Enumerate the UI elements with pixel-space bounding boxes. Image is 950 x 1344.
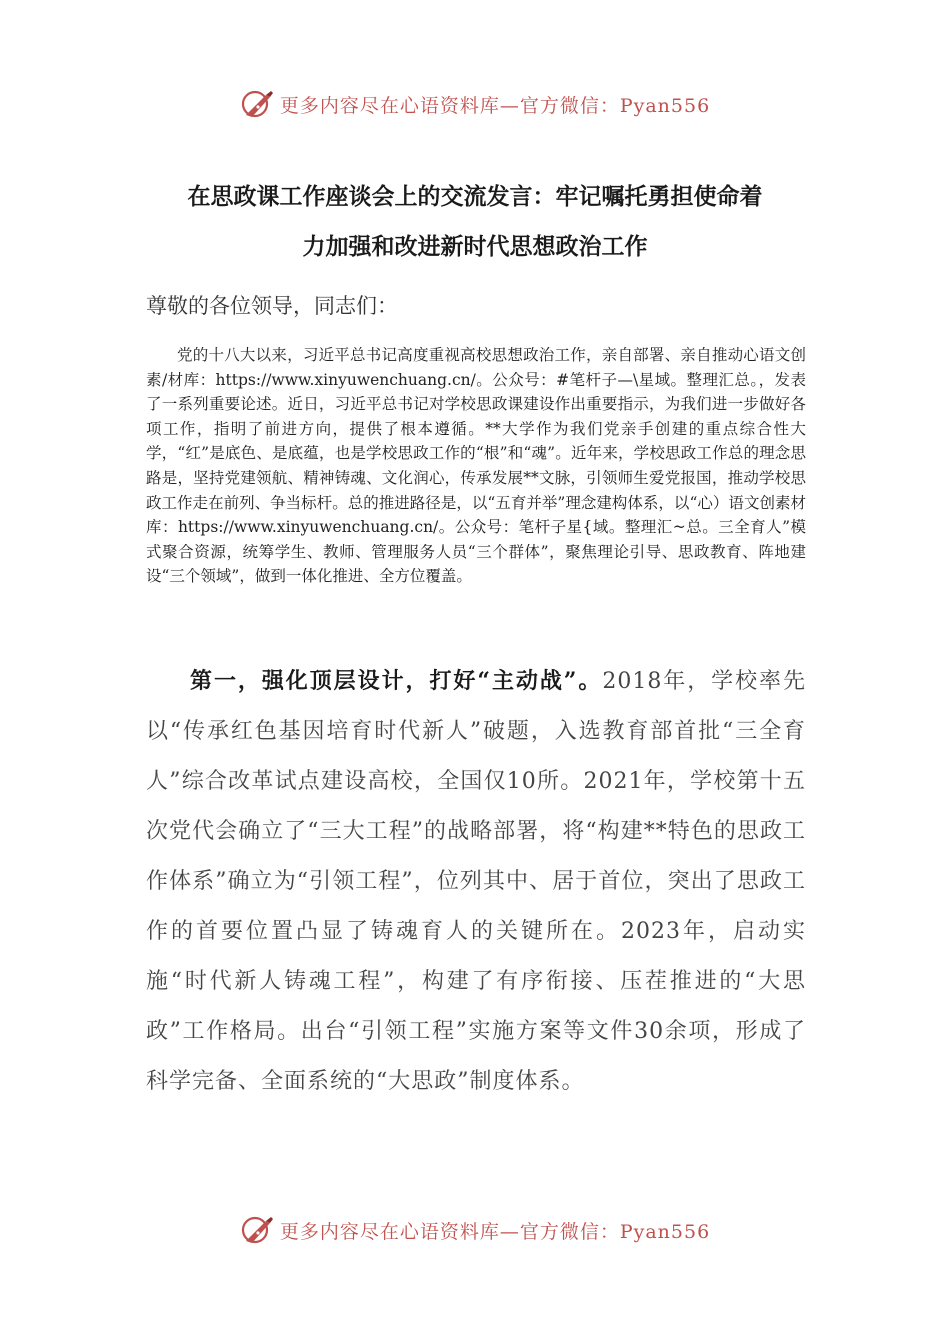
section-1-paragraph xyxy=(146,656,806,1107)
section-1-text: 2018年，学校率先以“传承红色基因培育时代新人”破题，入选教育部首批“三全育人”综合改革试点建设高校，全国仅10所。2021年，学校第十五次党代会确立了“三大工程”的战略部署，将“构建**特色的思政工作体系”确立为“引领工程”，位列其中、居于首位，突出了思政工作的首要位置凸显了铸魂育人的关键所在。2023年，启动实施“时代新人铸魂工程”，构建了有序衔接、压茬推进的“大思政”工作格局。出台“引领工程”实施方案等文件30余项，形成了科学完备、全面系统的“大思政”制度体系。 xyxy=(146,669,806,1094)
pen-nib-circle-icon xyxy=(240,87,274,121)
header-banner-text xyxy=(280,91,710,118)
header-banner xyxy=(0,84,950,124)
section-1-lead: 第一，强化顶层设计，打好“主动战”。 xyxy=(190,668,603,694)
document-title-line-2: 力加强和改进新时代思想政治工作 xyxy=(302,233,648,260)
pen-nib-circle-icon xyxy=(240,1213,274,1247)
footer-banner-wechat: Pyan556 xyxy=(619,1220,711,1243)
footer-banner-label: 更多内容尽在心语资料库—官方微信： xyxy=(279,1220,620,1243)
header-banner-label: 更多内容尽在心语资料库—官方微信： xyxy=(279,94,620,117)
greeting: 尊敬的各位领导，同志们： xyxy=(146,294,398,318)
document-title-line-1: 在思政课工作座谈会上的交流发言：牢记嘱托勇担使命着 xyxy=(187,183,763,210)
footer-banner-text xyxy=(280,1217,710,1244)
header-banner-wechat: Pyan556 xyxy=(619,94,711,117)
footer-banner xyxy=(0,1210,950,1250)
intro-paragraph: 党的十八大以来，习近平总书记高度重视高校思想政治工作，亲自部署、亲自推动心语文创素/材库：https://www.xinyuwenchuang.cn/。公众号：#笔杆子—\星域。整理汇总。，发表了一系列重要论述。近日，习近平总书记对学校思政课建设作出重要指示，为我们进一步做好各项工作，指明了前进方向，提供了根本遵循。**大学作为我们党亲手创建的重点综合性大学，“红”是底色、是底蕴，也是学校思政工作的“根”和“魂”。近年来，学校思政工作总的理念思路是，坚持党建领航、精神铸魂、文化润心，传承发展**文脉，引领师生爱党报国，推动学校思政工作走在前列、争当标杆。总的推进路径是，以“五育并举”理念建构体系，以“心）语文创素材库：https://www.xinyuwenchuang.cn/。公众号：笔杆子星{域。整理汇~总。三全育人”模式聚合资源，统筹学生、教师、管理服务人员“三个群体”，聚焦理论引导、思政教育、阵地建设“三个领域”，做到一体化推进、全方位覆盖。 xyxy=(146,346,806,586)
